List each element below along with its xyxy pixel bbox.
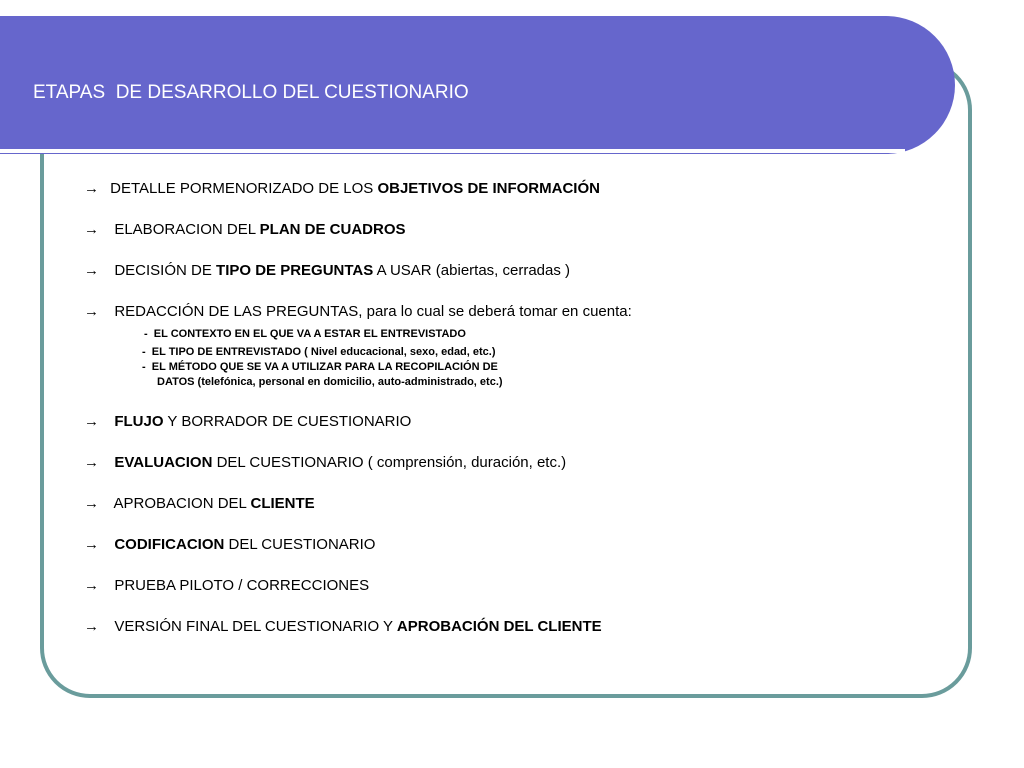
arrow-icon: → [84,262,99,279]
header-divider [0,149,905,153]
list-item: → EVALUACION DEL CUESTIONARIO ( comprensión, duración, etc.) [84,454,567,471]
arrow-icon: → [84,413,99,430]
list-item: → PRUEBA PILOTO / CORRECCIONES [84,577,370,594]
list-item: → APROBACION DEL CLIENTE [84,495,315,512]
arrow-icon: → [84,303,99,320]
sub-item: - EL TIPO DE ENTREVISTADO ( Nivel educacional, sexo, edad, etc.) [142,346,496,358]
list-item: → VERSIÓN FINAL DEL CUESTIONARIO Y APROBACIÓN DEL CLIENTE [84,618,602,635]
sub-item: DATOS (telefónica, personal en domicilio, auto-administrado, etc.) [157,376,503,388]
list-item: → CODIFICACION DEL CUESTIONARIO [84,536,376,553]
arrow-icon: → [84,221,99,238]
slide-header [0,16,955,154]
list-item: → FLUJO Y BORRADOR DE CUESTIONARIO [84,413,412,430]
arrow-icon: → [84,536,99,553]
slide-title: ETAPAS DE DESARROLLO DEL CUESTIONARIO [33,82,469,103]
list-item: → DETALLE PORMENORIZADO DE LOS OBJETIVOS DE INFORMACIÓN [84,180,600,197]
list-item: → DECISIÓN DE TIPO DE PREGUNTAS A USAR (abiertas, cerradas ) [84,262,571,279]
sub-item: - EL CONTEXTO EN EL QUE VA A ESTAR EL ENTREVISTADO [144,328,466,340]
arrow-icon: → [84,577,99,594]
arrow-icon: → [84,618,99,635]
arrow-icon: → [84,495,99,512]
list-item: → REDACCIÓN DE LAS PREGUNTAS, para lo cual se deberá tomar en cuenta: [84,303,632,320]
arrow-icon: → [84,454,99,471]
sub-item: - EL MÉTODO QUE SE VA A UTILIZAR PARA LA RECOPILACIÓN DE [142,361,498,373]
arrow-icon: → [84,180,99,197]
list-item: → ELABORACION DEL PLAN DE CUADROS [84,221,406,238]
